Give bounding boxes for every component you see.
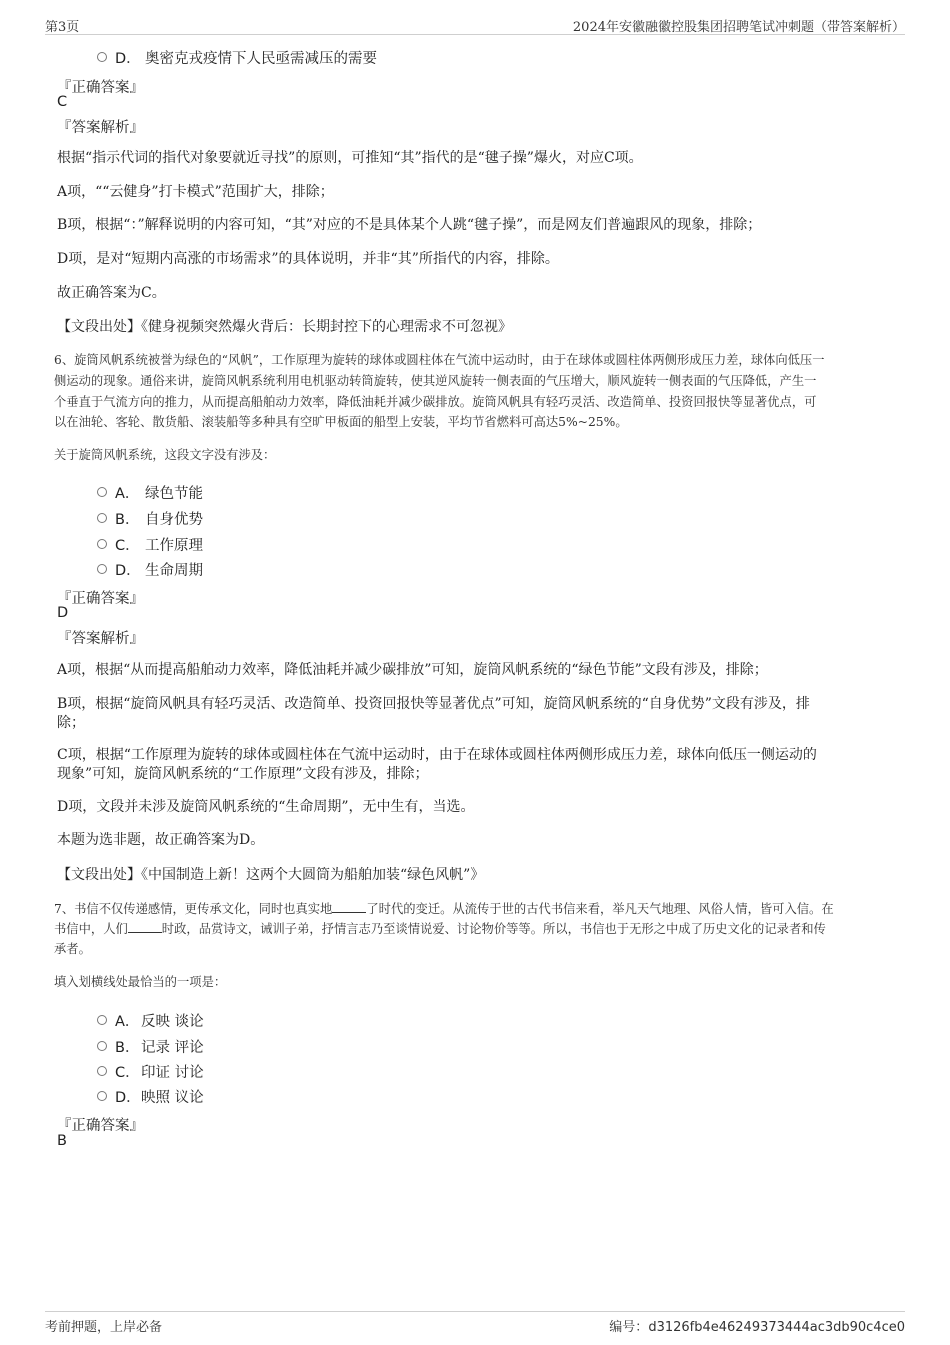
q6-conclusion: 本题为选非题，故正确答案为D。 <box>57 832 265 848</box>
q5-source: 【文段出处】《健身视频突然爆火背后：长期封控下的心理需求不可忽视》 <box>57 319 512 335</box>
q6-stem-line: 个垂直于气流方向的推力，从而提高船舶动力效率，降低油耗并减少碳排放。旋筒风帆具有轻巧灵活、改造简单、投资回报快等显著优点，可 <box>54 395 817 409</box>
q6-analysis-line: A项，根据“从而提高船舶动力效率，降低油耗并减少碳排放”可知，旋筒风帆系统的“绿色节能”文段有涉及，排除； <box>57 662 768 678</box>
page-number: 第3页 <box>45 20 80 35</box>
footer-motto: 考前押题，上岸必备 <box>45 1320 163 1335</box>
q6-option-b[interactable]: B． 自身优势 <box>115 508 203 529</box>
q6-option-d[interactable]: D． 生命周期 <box>115 559 203 580</box>
radio-icon[interactable] <box>97 539 107 549</box>
document-title: 2024年安徽融徽控股集团招聘笔试冲刺题（带答案解析） <box>572 20 905 35</box>
q5-analysis-label: 『答案解析』 <box>57 120 144 136</box>
q6-stem-line: 侧运动的现象。通俗来讲，旋筒风帆系统利用电机驱动转筒旋转，使其逆风旋转一侧表面的气压增大，顺风旋转一侧表面的气压降低，产生一 <box>54 374 817 388</box>
q6-answer: D <box>57 605 69 621</box>
fill-blank <box>128 920 162 933</box>
radio-icon[interactable] <box>97 564 107 574</box>
q7-question: 填入划横线处最恰当的一项是： <box>54 975 227 989</box>
q5-answer: C <box>57 94 68 110</box>
q6-analysis-line: 除； <box>57 715 85 731</box>
q6-source: 【文段出处】《中国制造上新！这两个大圆筒为船舶加装“绿色风帆”》 <box>57 867 485 883</box>
radio-icon[interactable] <box>97 1091 107 1101</box>
radio-icon[interactable] <box>97 1041 107 1051</box>
page-footer <box>45 1311 905 1336</box>
q7-stem-line: 承者。 <box>54 942 91 956</box>
q7-option-b[interactable]: B． 记录 评论 <box>115 1036 204 1057</box>
q7-answer-label: 『正确答案』 <box>57 1118 144 1134</box>
radio-icon[interactable] <box>97 513 107 523</box>
q5-option-d[interactable]: D． 奥密克戎疫情下人民亟需减压的需要 <box>115 47 377 68</box>
q7-answer: B <box>57 1133 67 1149</box>
q5-analysis-line: D项，是对“短期内高涨的市场需求”的具体说明，并非“其”所指代的内容，排除。 <box>57 251 559 267</box>
radio-icon[interactable] <box>97 1066 107 1076</box>
q6-analysis-line: B项，根据“旋筒风帆具有轻巧灵活、改造简单、投资回报快等显著优点”可知，旋筒风帆系统的“自身优势”文段有涉及，排 <box>57 696 810 712</box>
q6-option-c[interactable]: C． 工作原理 <box>115 534 203 555</box>
radio-icon[interactable] <box>97 52 107 62</box>
fill-blank <box>332 900 366 913</box>
q6-analysis-line: 现象”可知，旋筒风帆系统的“工作原理”文段有涉及，排除； <box>57 766 429 782</box>
q7-stem-line: 7、书信不仅传递感情，更传承文化，同时也真实地 了时代的变迁。从流传于世的古代书信来看，举凡天气地理、风俗人情，皆可入信。在 <box>54 902 834 916</box>
q7-stem-line: 书信中，人们 时政，品赏诗文，诫训子弟，抒情言志乃至谈情说爱、讨论物价等等。所以，书信也于无形之中成了历史文化的记录者和传 <box>54 922 826 936</box>
document-code: 编号：d3126fb4e46249373444ac3db90c4ce0 <box>609 1320 905 1335</box>
q7-option-d[interactable]: D．映照 议论 <box>115 1086 204 1107</box>
q6-stem-line: 以在油轮、客轮、散货船、滚装船等多种具有空旷甲板面的船型上安装，平均节省燃料可高达5%~25%。 <box>54 415 628 429</box>
q6-answer-label: 『正确答案』 <box>57 591 144 607</box>
q6-question: 关于旋筒风帆系统，这段文字没有涉及： <box>54 448 276 462</box>
q5-answer-label: 『正确答案』 <box>57 80 144 96</box>
q5-analysis-line: 根据“指示代词的指代对象要就近寻找”的原则，可推知“其”指代的是“毽子操”爆火，对应C项。 <box>57 150 643 166</box>
q6-analysis-line: D项，文段并未涉及旋筒风帆系统的“生命周期”，无中生有，当选。 <box>57 799 475 815</box>
q6-stem-line: 6、旋筒风帆系统被誉为绿色的“风帆”，工作原理为旋转的球体或圆柱体在气流中运动时，由于在球体或圆柱体两侧形成压力差，球体向低压一 <box>54 353 825 367</box>
q6-analysis-line: C项，根据“工作原理为旋转的球体或圆柱体在气流中运动时，由于在球体或圆柱体两侧形成压力差，球体向低压一侧运动的 <box>57 747 817 763</box>
q5-analysis-line: A项，““云健身”打卡模式”范围扩大，排除； <box>57 184 334 200</box>
q7-option-a[interactable]: A． 反映 谈论 <box>115 1010 204 1031</box>
page-header <box>45 14 905 35</box>
q6-analysis-label: 『答案解析』 <box>57 631 144 647</box>
q5-analysis-line: B项，根据“：”解释说明的内容可知，“其”对应的不是具体某个人跳“毽子操”，而是网友们普遍跟风的现象，排除； <box>57 217 762 233</box>
radio-icon[interactable] <box>97 1015 107 1025</box>
q5-conclusion: 故正确答案为C。 <box>57 285 166 301</box>
q6-option-a[interactable]: A． 绿色节能 <box>115 482 203 503</box>
radio-icon[interactable] <box>97 487 107 497</box>
q7-option-c[interactable]: C．印证 讨论 <box>115 1061 204 1082</box>
